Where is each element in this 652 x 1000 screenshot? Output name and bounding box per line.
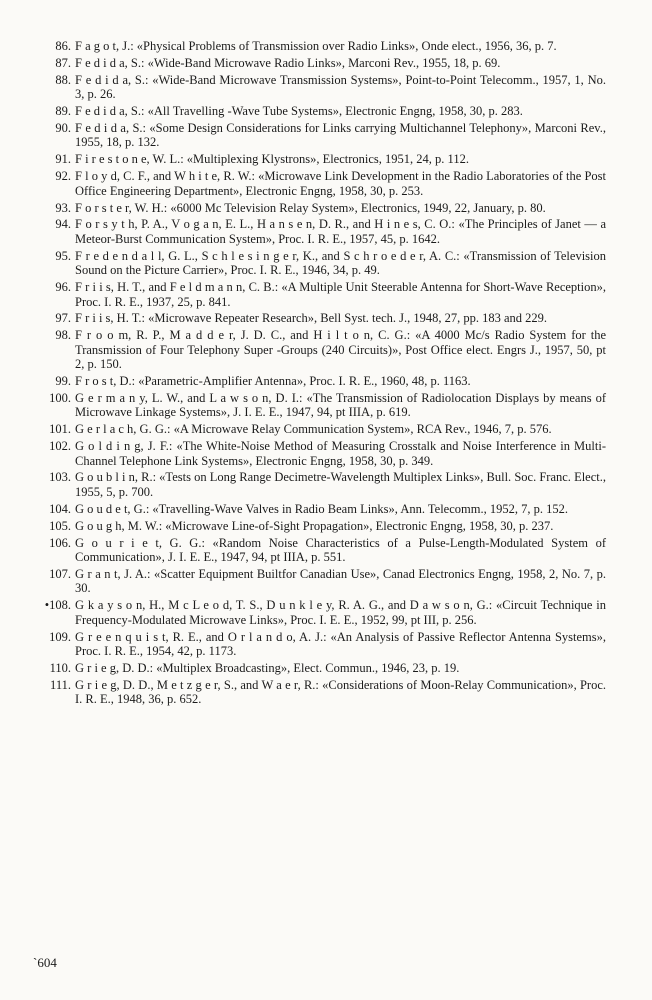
reference-number: 109. xyxy=(49,629,71,644)
reference-text: F e d i d a, S.: «All Travelling -Wave Tube Systems», Electronic Engng, 1958, 30, p. 283. xyxy=(75,104,523,119)
reference-text: F r o o m, R. P., M a d d e r, J. D. C., and H i l t o n, C. G.: «A 4000 Mc/s Radio System for the Transmission of Four Telephony Super -Groups (240 Circuits)», Post Office elect. Engrs J., 1957, 50, pt 2, p. 150. xyxy=(75,328,606,372)
reference-text: F e d i d a, S.: «Some Design Considerations for Links carrying Multichannel Telephony», Marconi Rev., 1955, 18, p. 132. xyxy=(75,121,606,150)
reference-number: 94. xyxy=(55,217,71,232)
reference-text: F r e d e n d a l l, G. L., S c h l e s i n g e r, K., and S c h r o e d e r, A. C.: «Transmission of Television Sound on the Picture Carrier», Proc. I. R. E., 1946, 34, p. 49. xyxy=(75,248,606,278)
reference-entry xyxy=(28,678,606,707)
reference-entry xyxy=(28,169,606,198)
reference-text: F r i i s, H. T.: «Microwave Repeater Research», Bell Syst. tech. J., 1948, 27, pp. 183 and 229. xyxy=(75,311,548,326)
reference-number: •108. xyxy=(44,598,71,613)
reference-entry xyxy=(28,519,606,533)
reference-number: 98. xyxy=(55,328,71,343)
reference-number: 103. xyxy=(49,470,71,485)
reference-entry xyxy=(28,121,606,150)
reference-text: G r e e n q u i s t, R. E., and O r l a n d o, A. J.: «An Analysis of Passive Reflector Antenna Systems», Proc. I. R. E., 1954, 42, p. 1173. xyxy=(75,629,606,658)
reference-text: G r i e g, D. D.: «Multiplex Broadcasting», Elect. Commun., 1946, 23, p. 19. xyxy=(75,660,460,675)
reference-entry xyxy=(28,280,606,309)
reference-entry xyxy=(28,152,606,166)
reference-number: 92. xyxy=(55,169,71,184)
reference-number: 104. xyxy=(49,501,71,516)
reference-text: G k a y s o n, H., M c L e o d, T. S., D u n k l e y, R. A. G., and D a w s o n, G.: «Circuit Technique in Frequency-Modulated Microwave Links», Proc. I. E. E., 1952, 99, pt III, p. 256. xyxy=(75,598,606,627)
reference-text: G o l d i n g, J. F.: «The White-Noise Method of Measuring Crosstalk and Noise Interference in Multi-Channel Telephone Link Systems», Electronic Engng, 1958, 30, p. 349. xyxy=(75,439,606,468)
reference-number: 111. xyxy=(50,677,71,692)
reference-text: F a g o t, J.: «Physical Problems of Transmission over Radio Links», Onde elect., 1956, 36, p. 7. xyxy=(75,39,557,53)
reference-entry xyxy=(28,104,606,118)
reference-entry xyxy=(28,439,606,468)
reference-number: 102. xyxy=(49,439,71,454)
reference-number: 100. xyxy=(49,390,71,405)
reference-entry xyxy=(28,56,606,70)
reference-number: 91. xyxy=(55,152,71,167)
reference-entry xyxy=(28,661,606,675)
reference-text: G o u b l i n, R.: «Tests on Long Range Decimetre-Wavelength Multiplex Links», Bull. Soc. Franc. Elect., 1955, 5, p. 700. xyxy=(75,470,606,499)
reference-entry xyxy=(28,502,606,516)
reference-text: G r a n t, J. A.: «Scatter Equipment Builtfor Canadian Use», Canad Electronics Engng, 1958, 2, No. 7, p. 30. xyxy=(75,566,606,596)
reference-text: F o r s y t h, P. A., V o g a n, E. L., H a n s e n, D. R., and H i n e s, C. O.: «The Principles of Janet — a Meteor-Burst Communication System», Proc. I. R. E., 1957, 45, p. 1642. xyxy=(75,217,606,246)
reference-number: 97. xyxy=(55,311,71,326)
reference-text: F r o s t, D.: «Parametric-Amplifier Antenna», Proc. I. R. E., 1960, 48, p. 1163. xyxy=(75,374,471,389)
reference-text: G r i e g, D. D., M e t z g e r, S., and W a e r, R.: «Considerations of Moon-Relay Communication», Proc. I. R. E., 1948, 36, p. 652. xyxy=(75,677,606,707)
reference-number: 87. xyxy=(55,55,71,70)
reference-number: 95. xyxy=(55,248,71,263)
page-number: `604 xyxy=(33,955,57,970)
reference-text: G e r m a n y, L. W., and L a w s o n, D. I.: «The Transmission of Radiolocation Displays by means of Microwave Linkage Systems», J. I. E. E., 1947, 94, pt IIIA, p. 619. xyxy=(75,390,606,420)
reference-list xyxy=(28,39,606,709)
reference-entry xyxy=(28,201,606,215)
reference-number: 101. xyxy=(49,422,71,437)
reference-text: G o u r i e t, G. G.: «Random Noise Characteristics of a Pulse-Length-Modulated System of Communication», J. I. E. E., 1947, 94, pt IIIA, p. 551. xyxy=(75,535,606,564)
reference-entry xyxy=(28,217,606,246)
reference-number: 96. xyxy=(55,280,71,295)
reference-text: G o u g h, M. W.: «Microwave Line-of-Sight Propagation», Electronic Engng, 1958, 30, p. 237. xyxy=(75,518,554,533)
reference-entry xyxy=(28,39,606,53)
reference-number: 107. xyxy=(49,566,71,581)
reference-entry xyxy=(28,311,606,325)
reference-text: F r i i s, H. T., and F e l d m a n n, C. B.: «A Multiple Unit Steerable Antenna for Short-Wave Reception», Proc. I. R. E., 1937, 25, p. 841. xyxy=(75,280,606,309)
reference-number: 106. xyxy=(49,535,71,550)
reference-text: F i r e s t o n e, W. L.: «Multiplexing Klystrons», Electronics, 1951, 24, p. 112. xyxy=(75,152,469,167)
reference-entry xyxy=(28,328,606,371)
reference-text: F l o y d, C. F., and W h i t e, R. W.: «Microwave Link Development in the Radio Laboratories of the Post Office Engineering Department», Electronic Engng, 1958, 30, p. 253. xyxy=(75,169,606,198)
reference-number: 90. xyxy=(55,121,71,136)
reference-entry xyxy=(28,73,606,102)
reference-entry xyxy=(28,598,606,627)
reference-entry xyxy=(28,249,606,278)
reference-entry xyxy=(28,567,606,596)
reference-number: 89. xyxy=(55,104,71,119)
reference-number: 110. xyxy=(49,660,71,675)
reference-entry xyxy=(28,391,606,420)
reference-text: F e d i d a, S.: «Wide-Band Microwave Radio Links», Marconi Rev., 1955, 18, p. 69. xyxy=(75,55,501,70)
reference-number: 105. xyxy=(49,518,71,533)
reference-entry xyxy=(28,630,606,659)
reference-number: 88. xyxy=(55,72,71,87)
reference-text: G e r l a c h, G. G.: «A Microwave Relay Communication System», RCA Rev., 1946, 7, p. 576. xyxy=(75,422,552,437)
reference-entry xyxy=(28,374,606,388)
reference-number: 99. xyxy=(55,374,71,389)
reference-entry xyxy=(28,470,606,499)
reference-number: 93. xyxy=(55,200,71,215)
reference-entry xyxy=(28,422,606,436)
reference-entry xyxy=(28,536,606,565)
reference-text: G o u d e t, G.: «Travelling-Wave Valves in Radio Beam Links», Ann. Telecomm., 1952, 7, p. 152. xyxy=(75,501,568,516)
reference-text: F e d i d a, S.: «Wide-Band Microwave Transmission Systems», Point-to-Point Telecomm., 1957, 1, No. 3, p. 26. xyxy=(75,72,606,102)
reference-number: 86. xyxy=(55,39,71,53)
reference-text: F o r s t e r, W. H.: «6000 Mc Television Relay System», Electronics, 1949, 22, January, p. 80. xyxy=(75,200,546,215)
